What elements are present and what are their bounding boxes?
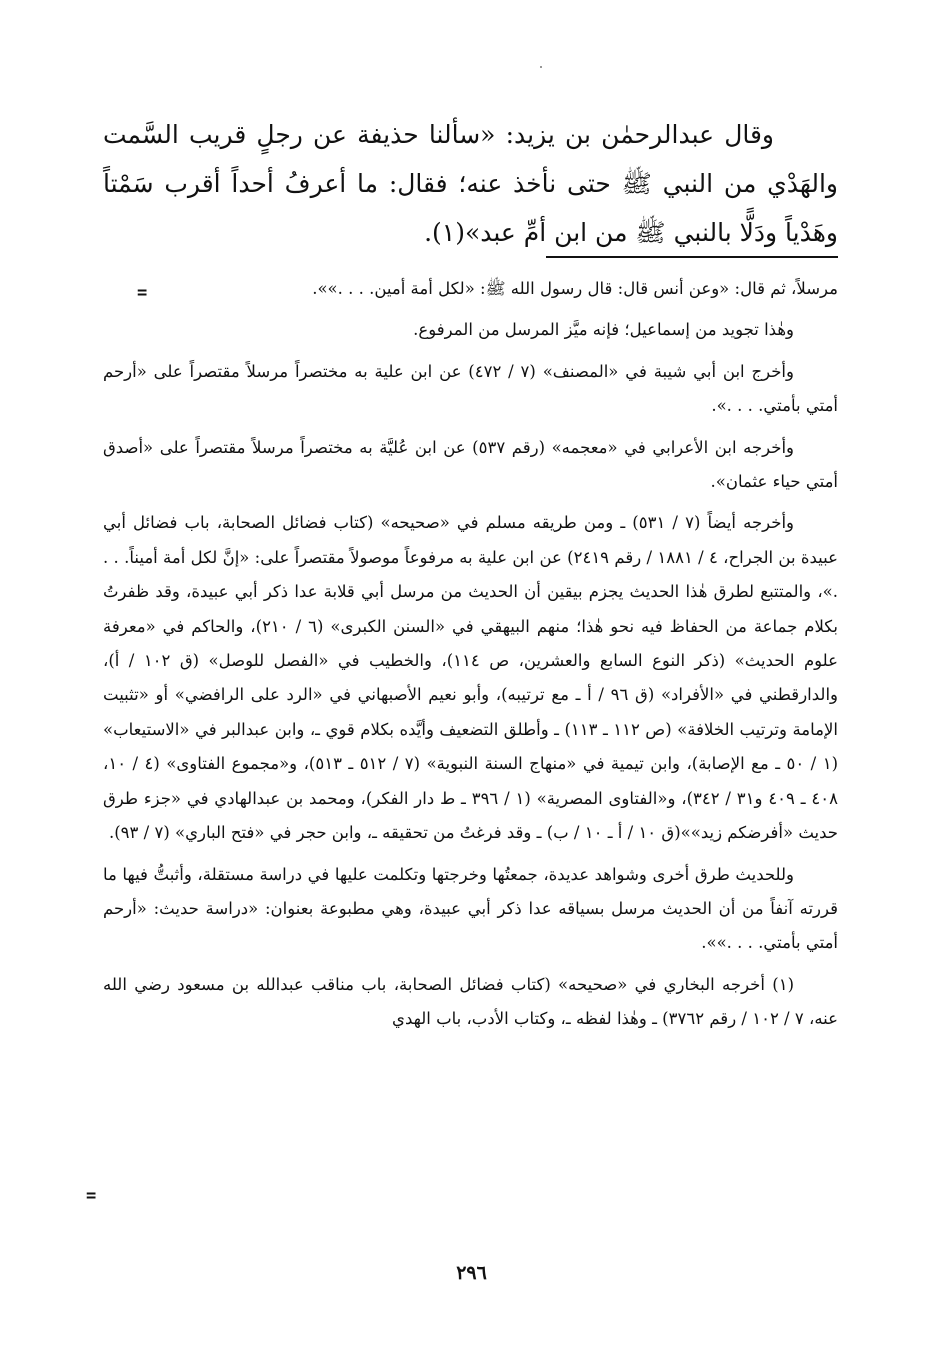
footnote-1: (١) أخرجه البخاري في «صحيحه» (كتاب فضائل الصحابة، باب مناقب عبدالله بن مسعود رضي الله عنه، ٧ / ١٠٢ / رقم ٣٧٦٢) ـ وهٰذا لفظه ـ، وكتاب الأدب، باب الهدي [103,974,838,1029]
footnote-paragraph: وأخرج ابن أبي شيبة في «المصنف» (٧ / ٤٧٢) عن ابن علية به مختصراً مرسلاً مقتصراً على «أرحم أمتي بأمتي. . . .». [103,361,838,416]
scan-speck [540,66,542,68]
footnote-separator [546,256,838,258]
footnote-paragraph: وهٰذا تجويد من إسماعيل؛ فإنه ميَّز المرسل من المرفوع. [413,320,794,340]
main-text-body: وقال عبدالرحمٰن بن يزيد: «سألنا حذيفة عن رجلٍ قريب السَّمت والهَدْي من النبي ﷺ حتى نأخذ عنه؛ فقال: ما أعرفُ أحداً أقرب سَمْتاً وهَدْياً ودَلًّا بالنبي ﷺ من ابن أمِّ عبد»(١). [103,120,838,247]
main-text [103,110,838,257]
continuation-mark-top: = [137,283,148,303]
footnote-paragraph: وأخرجه ابن الأعرابي في «معجمه» (رقم ٥٣٧) عن ابن عُليَّة به مختصراً مرسلاً مقتصراً على «أصدق أمتي حياء عثمان». [103,437,838,492]
footnotes-section [103,272,838,1044]
footnote-paragraph: وللحديث طرق أخرى وشواهد عديدة، جمعتُها وخرجتها وتكلمت عليها في دراسة مستقلة، وأثبتُّ فيها ما قررته آنفاً من أن الحديث مرسل بسياقه عدا ذكر أبي عبيدة، وهي مطبوعة بعنوان: «دراسة حديث: «أرحم أمتي بأمتي. . . .»». [103,864,838,953]
footnote-paragraph: مرسلاً، ثم قال: «وعن أنس قال: قال رسول الله ﷺ: «لكل أمة أمين. . . .»». [312,279,838,298]
page-number: ٢٩٦ [456,1262,487,1284]
continuation-mark-bottom: = [86,1186,97,1206]
footnote-paragraph: وأخرجه أيضاً (٧ / ٥٣١) ـ ومن طريقه مسلم في «صحيحه» (كتاب فضائل الصحابة، باب فضائل أبي عبيدة بن الجراح، ٤ / ١٨٨١ / رقم ٢٤١٩) عن ابن علية به مرفوعاً موصولاً مقتصراً على: «إنَّ لكل أمة أميناً. . . .»، والمتتبع لطرق هٰذا الحديث يجزم بيقين أن الحديث من مرسل أبي قلابة عدا ذكر أبي عبيدة، وقد ظفرتُ بكلام جماعة من الحفاظ فيه نحو هٰذا؛ منهم البيهقي في «السنن الكبرى» (٦ / ٢١٠)، والحاكم في «معرفة علوم الحديث» (ذكر النوع السابع والعشرين، ص ١١٤)، والخطيب في «الفصل للوصل» (ق ١٠٢ / أ)، والدارقطني في «الأفراد» (ق ٩٦ / أ ـ مع ترتيبه)، وأبو نعيم الأصبهاني في «الرد على الرافضي» أو «تثبيت الإمامة وترتيب الخلافة» (ص ١١٢ ـ ١١٣) ـ وأطلق التضعيف وأيَّده بكلام قوي ـ، وابن عبدالبر في «الاستيعاب» (١ / ٥٠ ـ مع الإصابة)، وابن تيمية في «منهاج السنة النبوية» (٧ / ٥١٢ ـ ٥١٣)، و«مجموع الفتاوى» (٤ / ١٠، ٤٠٨ ـ ٤٠٩ و٣١ / ٣٤٢)، و«الفتاوى المصرية» (١ / ٣٩٦ ـ ط دار الفكر)، ومحمد بن عبدالهادي في «جزء طرق حديث «أفرضكم زيد»»(ق ١٠ / أ ـ ١٠ / ب) ـ وقد فرغتُ من تحقيقه ـ، وابن حجر في «فتح الباري» (٧ / ٩٣). [103,513,838,843]
